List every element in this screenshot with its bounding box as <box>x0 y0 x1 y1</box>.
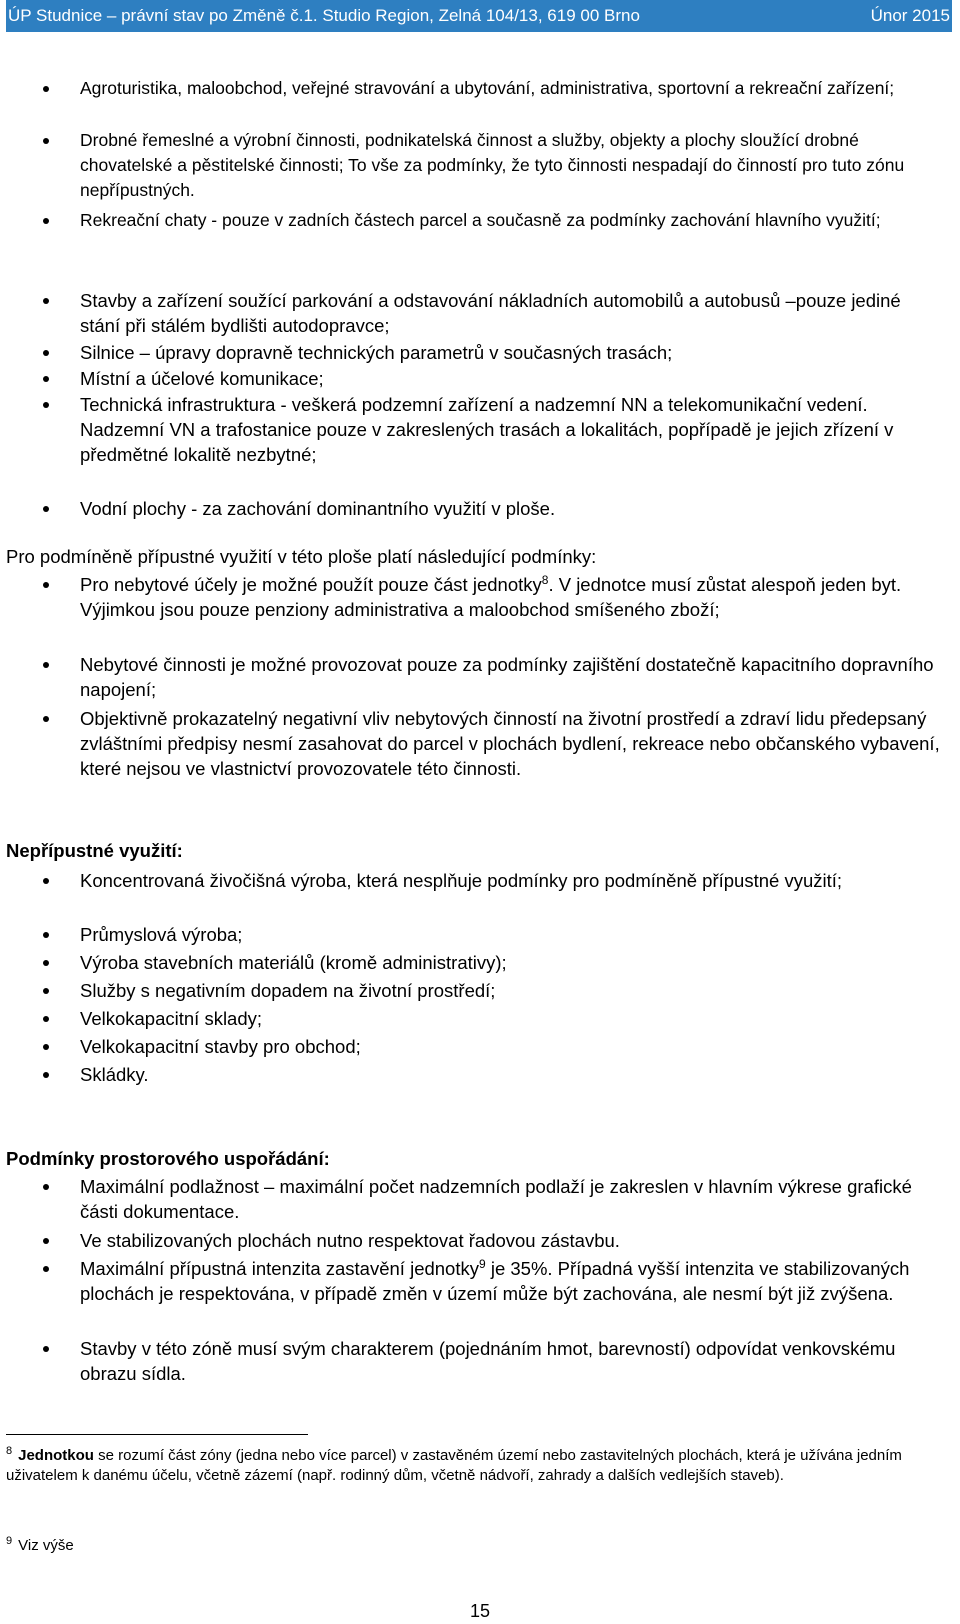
footnote-number: 8 <box>6 1445 13 1457</box>
forbidden-heading: Nepřípustné využití: <box>6 840 183 861</box>
list-item: Stavby a zařízení soužící parkování a odstavování nákladních automobilů a autobusů –pouze jediné stání při stálém bydlišti autodopravce; <box>80 288 940 338</box>
footnote-text: Viz výše <box>18 1537 74 1554</box>
footnote-text: se rozumí část zóny (jedna nebo více parcel) v zastavěném území nebo zastavitelných plochách, která je užívána jedním uživatelem k danému účelu, včetně zázemí (např. rodinný dům, včetně nádvoří, zahrady a dalších vedlejších staveb). <box>6 1447 902 1484</box>
footnote-separator <box>6 1434 308 1435</box>
list-item: Výroba stavebních materiálů (kromě administrativy); <box>80 950 940 975</box>
list-item: Velkokapacitní sklady; <box>80 1006 940 1031</box>
conditional-intro: Pro podmíněně přípustné využití v této ploše platí následující podmínky: <box>6 546 597 567</box>
list-item: Silnice – úpravy dopravně technických parametrů v současných trasách; <box>80 340 940 365</box>
list-item-text: Maximální přípustná intenzita zastavění jednotky <box>80 1258 479 1279</box>
list-item: Vodní plochy - za zachování dominantního využití v ploše. <box>80 496 940 521</box>
list-item: Objektivně prokazatelný negativní vliv nebytových činností na životní prostředí a zdraví lidu předepsaný zvláštními předpisy nesmí zasahovat do parcel v plochách bydlení, rekreace nebo občanského vybavení, které nejsou ve vlastnictví provozovatele této činnosti. <box>80 708 940 779</box>
page-number: 15 <box>469 1601 491 1621</box>
list-item: Agroturistika, maloobchod, veřejné stravování a ubytování, administrativa, sportovní a rekreační zařízení; <box>80 76 940 101</box>
list-item-text: . V jednotce musí zůstat alespoň jeden byt. Výjimkou jsou pouze penziony administrativa a maloobchod smíšeného zboží; <box>80 574 902 620</box>
list-item: Skládky. <box>80 1062 940 1087</box>
list-item: Koncentrovaná živočišná výroba, která nesplňuje podmínky pro podmíněně přípustné využití; <box>80 868 940 893</box>
footnote-9 <box>6 1536 936 1556</box>
list-item: Rekreační chaty - pouze v zadních částech parcel a současně za podmínky zachování hlavního využití; <box>80 208 940 233</box>
footnote-number: 9 <box>6 1535 13 1547</box>
document-header <box>6 0 952 32</box>
header-title: ÚP Studnice – právní stav po Změně č.1. Studio Region, Zelná 104/13, 619 00 Brno <box>8 6 640 25</box>
footnote-ref-8[interactable]: 8 <box>541 572 549 587</box>
list-item: Drobné řemeslné a výrobní činnosti, podnikatelská činnost a služby, objekty a plochy sloužící drobné chovatelské a pěstitelské činnosti; To vše za podmínky, že tyto činnosti nespadají do činností pro tuto zónu nepřípustných. <box>80 128 940 203</box>
footnote-8 <box>6 1446 936 1486</box>
list-item <box>80 1256 940 1306</box>
list-item <box>80 572 940 622</box>
footnote-term: Jednotkou <box>18 1447 94 1464</box>
list-item: Služby s negativním dopadem na životní prostředí; <box>80 978 940 1003</box>
list-item-text: je 35%. Případná vyšší intenzita ve stabilizovaných plochách je respektována, v případě změn v území může být zachována, ale nesmí být již zvýšena. <box>80 1258 910 1304</box>
list-item: Technická infrastruktura - veškerá podzemní zařízení a nadzemní NN a telekomunikační vedení. Nadzemní VN a trafostanice pouze v zakreslených trasách a lokalitách, popřípadě je jejich zřízení v předmětné lokalitě nezbytné; <box>80 392 940 467</box>
list-item-text: Pro nebytové účely je možné použít pouze část jednotky <box>80 574 542 595</box>
footnote-ref-9[interactable]: 9 <box>479 1256 486 1271</box>
list-item: Maximální podlažnost – maximální počet nadzemních podlaží je zakreslen v hlavním výkrese grafické části dokumentace. <box>80 1174 940 1224</box>
spatial-heading: Podmínky prostorového uspořádání: <box>6 1148 330 1169</box>
list-item: Průmyslová výroba; <box>80 922 940 947</box>
list-item: Místní a účelové komunikace; <box>80 366 940 391</box>
list-item: Velkokapacitní stavby pro obchod; <box>80 1034 940 1059</box>
list-item: Nebytové činnosti je možné provozovat pouze za podmínky zajištění dostatečně kapacitního dopravního napojení; <box>80 652 940 702</box>
list-item: Ve stabilizovaných plochách nutno respektovat řadovou zástavbu. <box>80 1228 940 1253</box>
list-item: Stavby v této zóně musí svým charakterem (pojednáním hmot, barevností) odpovídat venkovskému obrazu sídla. <box>80 1336 940 1386</box>
header-date: Únor 2015 <box>870 6 950 25</box>
